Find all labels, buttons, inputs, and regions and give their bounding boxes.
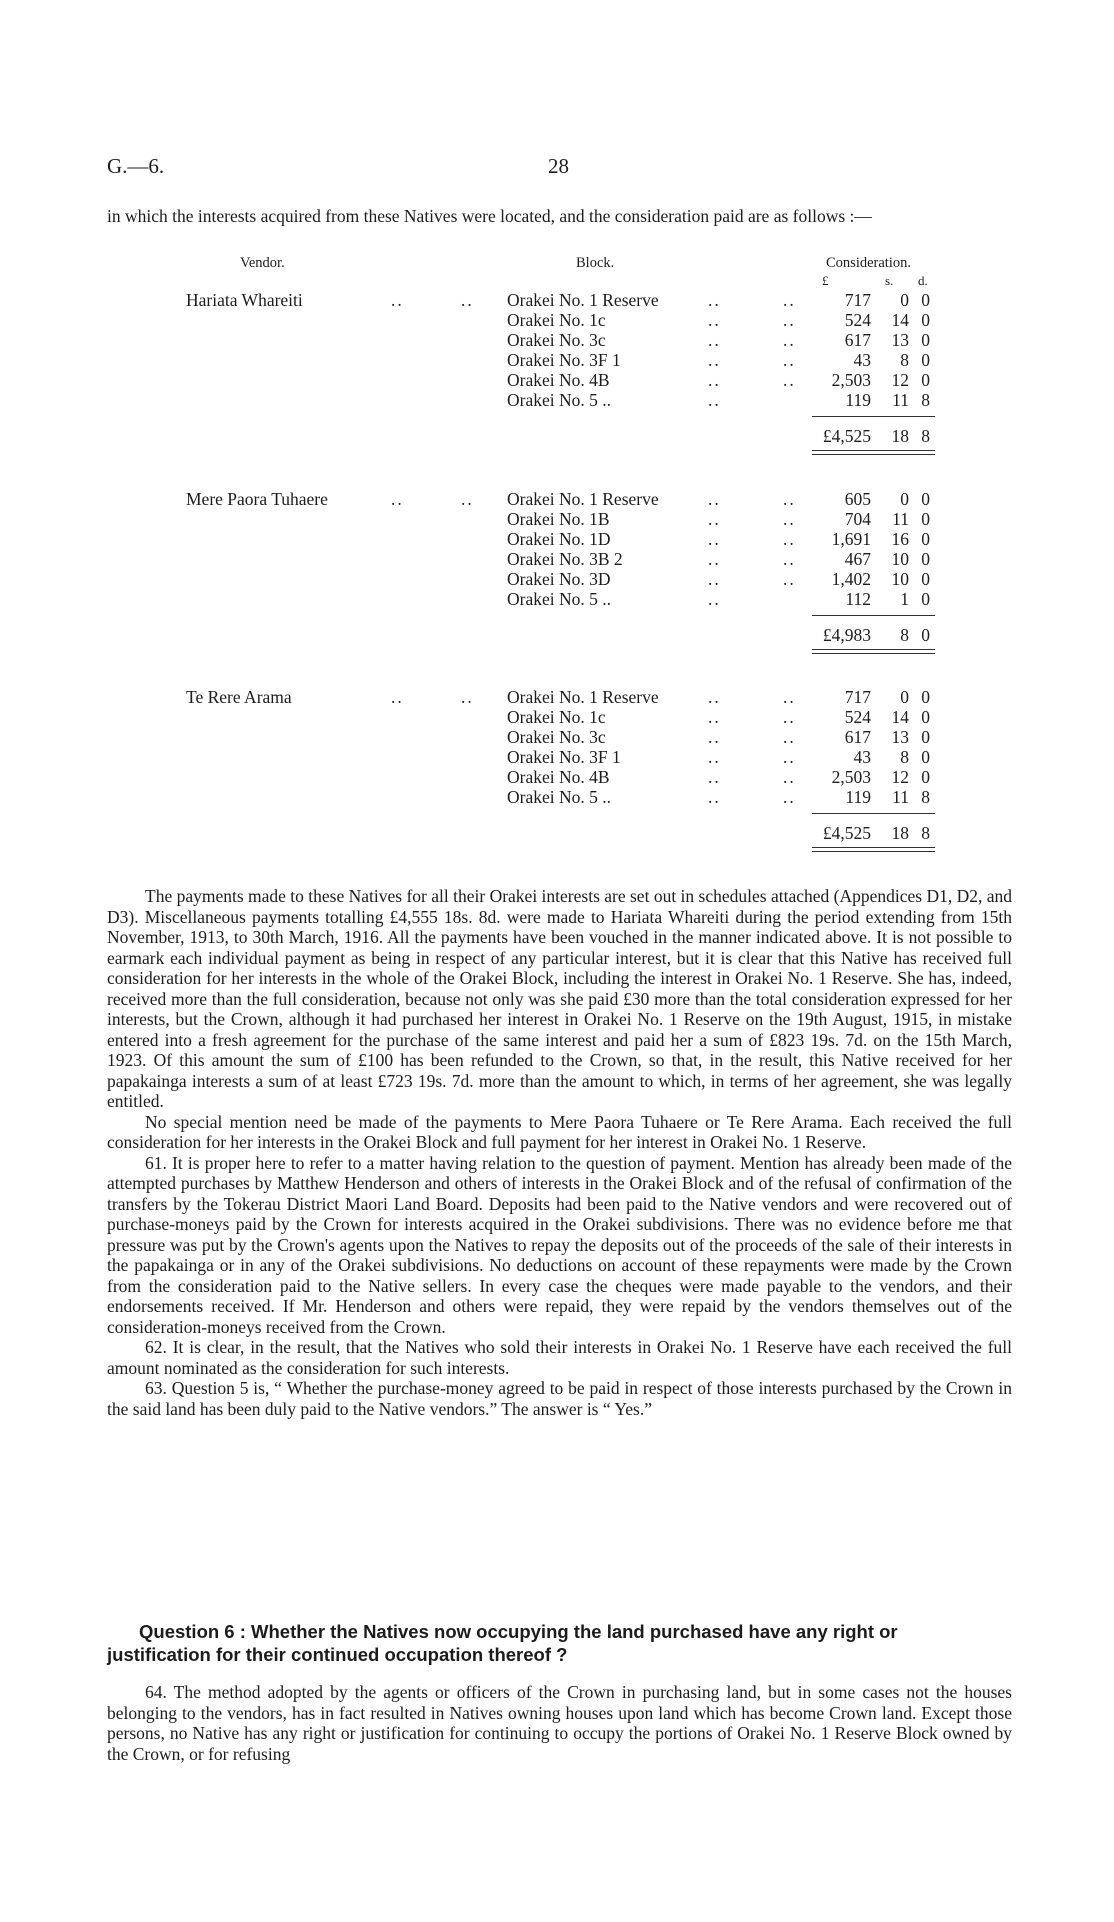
dot-leader: .. (708, 390, 721, 410)
amount-pounds: 119 (845, 390, 871, 410)
paragraph: 63. Question 5 is, “ Whether the purchase-money agreed to be paid in respect of those interests purchased by the Crown in the said land has been duly paid to the Native vendors.” The answer is “ Yes.” (107, 1378, 1012, 1419)
total-shillings: 8 (900, 625, 909, 645)
dot-leader: .. (708, 370, 721, 390)
unit-pounds: £ (822, 273, 829, 288)
amount-pounds: 43 (853, 747, 871, 767)
vendor-name: Te Rere Arama (186, 687, 292, 707)
amount-pence: 8 (921, 787, 930, 807)
table-row (0, 390, 1114, 410)
amount-pounds: 1,691 (831, 529, 871, 549)
amount-pounds: 112 (845, 589, 871, 609)
dot-leader: .. (708, 767, 721, 787)
page-number: 28 (548, 154, 569, 178)
block-name: Orakei No. 1D (507, 529, 611, 549)
block-name: Orakei No. 3B 2 (507, 549, 623, 569)
block-name: Orakei No. 5 .. (507, 390, 612, 410)
amount-pounds: 1,402 (831, 569, 871, 589)
total-double-rule (812, 847, 935, 852)
amount-pence: 0 (921, 489, 930, 509)
table-row (0, 290, 1114, 310)
total-row (0, 625, 1114, 645)
amount-pounds: 717 (844, 290, 871, 310)
amount-pounds: 43 (853, 350, 871, 370)
vendor-name: Mere Paora Tuhaere (186, 489, 328, 509)
amount-shillings: 12 (891, 370, 909, 390)
total-double-rule (812, 450, 935, 455)
unit-shillings: s. (885, 273, 894, 288)
amount-shillings: 0 (900, 489, 909, 509)
block-name: Orakei No. 3c (507, 330, 606, 350)
dot-leader: .. (783, 747, 796, 767)
table-row (0, 489, 1114, 509)
amount-shillings: 13 (891, 727, 909, 747)
amount-shillings: 11 (892, 509, 909, 529)
dot-leader: .. (783, 370, 796, 390)
total-row (0, 426, 1114, 446)
column-header-vendor: Vendor. (240, 255, 285, 271)
dot-leader: .. (783, 330, 796, 350)
dot-leader: .. (461, 489, 474, 509)
table-row (0, 569, 1114, 589)
amount-pounds: 2,503 (831, 370, 871, 390)
block-name: Orakei No. 5 .. (507, 589, 612, 609)
amount-pounds: 119 (845, 787, 871, 807)
paragraph: 64. The method adopted by the agents or officers of the Crown in purchasing land, but in some cases not the houses belonging to the vendors, has in fact resulted in Natives owning houses upon land which has become Crown land. Except those persons, no Native has any right or justification for continuing to occupy the portions of Orakei No. 1 Reserve Block owned by the Crown, or for refusing (107, 1682, 1012, 1764)
block-name: Orakei No. 1c (507, 310, 606, 330)
intro-text: in which the interests acquired from these Natives were located, and the consideration paid are as follows :— (107, 206, 872, 226)
amount-shillings: 16 (891, 529, 909, 549)
dot-leader: .. (708, 310, 721, 330)
amount-pence: 0 (921, 290, 930, 310)
block-name: Orakei No. 3D (507, 569, 611, 589)
dot-leader: .. (783, 707, 796, 727)
dot-leader: .. (708, 707, 721, 727)
dot-leader: .. (783, 569, 796, 589)
amount-pence: 0 (921, 687, 930, 707)
amount-pence: 0 (921, 767, 930, 787)
dot-leader: .. (783, 549, 796, 569)
block-name: Orakei No. 3c (507, 727, 606, 747)
table-row (0, 330, 1114, 350)
dot-leader: .. (783, 290, 796, 310)
amount-shillings: 0 (900, 290, 909, 310)
paragraph: 62. It is clear, in the result, that the Natives who sold their interests in Orakei No. 1 Reserve have each received the full amount nominated as the consideration for such interests. (107, 1337, 1012, 1378)
vendor-name: Hariata Whareiti (186, 290, 303, 310)
amount-pence: 0 (921, 330, 930, 350)
dot-leader: .. (783, 310, 796, 330)
subtotal-rule (812, 416, 935, 417)
amount-pence: 0 (921, 589, 930, 609)
amount-shillings: 0 (900, 687, 909, 707)
amount-pounds: 605 (844, 489, 871, 509)
amount-pence: 0 (921, 310, 930, 330)
table-row (0, 767, 1114, 787)
table-row (0, 529, 1114, 549)
total-shillings: 18 (891, 823, 909, 843)
dot-leader: .. (783, 509, 796, 529)
dot-leader: .. (708, 787, 721, 807)
block-name: Orakei No. 1 Reserve (507, 687, 659, 707)
dot-leader: .. (708, 687, 721, 707)
dot-leader: .. (461, 687, 474, 707)
subtotal-rule (812, 615, 935, 616)
block-name: Orakei No. 4B (507, 370, 610, 390)
dot-leader: .. (708, 290, 721, 310)
amount-shillings: 8 (900, 747, 909, 767)
dot-leader: .. (783, 767, 796, 787)
table-row (0, 370, 1114, 390)
table-row (0, 707, 1114, 727)
total-pounds: £4,525 (822, 426, 871, 446)
amount-pence: 0 (921, 549, 930, 569)
amount-shillings: 11 (892, 390, 909, 410)
amount-pounds: 524 (844, 310, 871, 330)
subtotal-rule (812, 813, 935, 814)
table-row (0, 350, 1114, 370)
amount-pence: 0 (921, 370, 930, 390)
amount-pounds: 704 (844, 509, 871, 529)
total-double-rule (812, 649, 935, 654)
block-name: Orakei No. 5 .. (507, 787, 612, 807)
dot-leader: .. (708, 589, 721, 609)
table-row (0, 589, 1114, 609)
amount-pence: 0 (921, 569, 930, 589)
block-name: Orakei No. 3F 1 (507, 747, 621, 767)
amount-pence: 0 (921, 727, 930, 747)
dot-leader: .. (708, 727, 721, 747)
amount-shillings: 10 (891, 569, 909, 589)
paragraph: No special mention need be made of the payments to Mere Paora Tuhaere or Te Rere Arama. Each received the full consideration for her interests in the Orakei Block and full payment for her interest in Orakei No. 1 Reserve. (107, 1111, 1012, 1152)
dot-leader: .. (783, 489, 796, 509)
dot-leader: .. (708, 509, 721, 529)
table-row (0, 687, 1114, 707)
amount-shillings: 12 (891, 767, 909, 787)
table-row (0, 727, 1114, 747)
amount-shillings: 14 (891, 310, 909, 330)
total-pence: 0 (921, 625, 930, 645)
table-row (0, 787, 1114, 807)
body-paragraphs (107, 886, 1012, 1419)
table-row (0, 549, 1114, 569)
total-pounds: £4,983 (822, 625, 871, 645)
dot-leader: .. (708, 350, 721, 370)
block-name: Orakei No. 3F 1 (507, 350, 621, 370)
amount-shillings: 8 (900, 350, 909, 370)
block-name: Orakei No. 4B (507, 767, 610, 787)
amount-shillings: 1 (900, 589, 909, 609)
block-name: Orakei No. 1 Reserve (507, 489, 659, 509)
question-heading-line: justification for their continued occupation thereof ? (107, 1644, 568, 1665)
dot-leader: .. (708, 569, 721, 589)
block-name: Orakei No. 1 Reserve (507, 290, 659, 310)
unit-pence: d. (918, 273, 928, 288)
paragraph: 61. It is proper here to refer to a matter having relation to the question of payment. Mention has already been made of the attempted purchases by Matthew Henderson and others of interests in the Orakei Block and of the refusal of confirmation of the transfers by the Tokerau District Maori Land Board. Deposits had been paid to the Native vendors and were recovered out of purchase-moneys paid by the Crown for interests acquired in the Orakei subdivisions. There was no evidence before me that pressure was put by the Crown's agents upon the Natives to repay the deposits out of the proceeds of the sale of their interests in the papakainga or in any of the Orakei subdivisions. No deductions on account of these repayments were made by the Crown from the consideration paid to the Native sellers. In every case the cheques were made payable to the vendors, and their endorsements received. If Mr. Henderson and others were repaid, they were repaid by the vendors themselves out of the consideration-moneys received from the Crown. (107, 1152, 1012, 1337)
dot-leader: .. (708, 747, 721, 767)
amount-shillings: 10 (891, 549, 909, 569)
total-row (0, 823, 1114, 843)
dot-leader: .. (708, 549, 721, 569)
document-reference: G.—6. (107, 154, 165, 178)
dot-leader: .. (391, 290, 404, 310)
block-name: Orakei No. 1B (507, 509, 610, 529)
paragraph: The payments made to these Natives for all their Orakei interests are set out in schedules attached (Appendices D1, D2, and D3). Miscellaneous payments totalling £4,555 18s. 8d. were made to Hariata Whareiti during the period extending from 15th November, 1913, to 30th March, 1916. All the payments have been vouched in the manner indicated above. It is not possible to earmark each individual payment as being in respect of any particular interest, but it is clear that this Native has received full consideration for her interests in the whole of the Orakei Block, including the interest in Orakei No. 1 Reserve. She has, indeed, received more than the full consideration, because not only was she paid £30 more than the total consideration expressed for her interests, but the Crown, although it had purchased her interest in Orakei No. 1 Reserve on the 19th August, 1915, in mistake entered into a fresh agreement for the purchase of the same interest and paid her a sum of £823 19s. 7d. on the 15th March, 1923. Of this amount the sum of £100 has been refunded to the Crown, so that, in the result, this Native received for her papakainga interests a sum of at least £723 19s. 7d. more than the amount to which, in terms of her agreement, she was legally entitled. (107, 886, 1012, 1111)
total-shillings: 18 (891, 426, 909, 446)
dot-leader: .. (461, 290, 474, 310)
dot-leader: .. (783, 787, 796, 807)
dot-leader: .. (708, 330, 721, 350)
dot-leader: .. (708, 529, 721, 549)
amount-pounds: 524 (844, 707, 871, 727)
amount-pounds: 617 (844, 727, 871, 747)
table-row (0, 509, 1114, 529)
dot-leader: .. (708, 489, 721, 509)
dot-leader: .. (783, 350, 796, 370)
dot-leader: .. (783, 687, 796, 707)
total-pence: 8 (921, 426, 930, 446)
dot-leader: .. (391, 489, 404, 509)
amount-pence: 0 (921, 350, 930, 370)
amount-pence: 8 (921, 390, 930, 410)
dot-leader: .. (783, 727, 796, 747)
amount-pence: 0 (921, 747, 930, 767)
body-paragraphs (107, 1682, 1012, 1764)
dot-leader: .. (391, 687, 404, 707)
amount-shillings: 14 (891, 707, 909, 727)
dot-leader: .. (783, 529, 796, 549)
amount-pence: 0 (921, 707, 930, 727)
amount-pence: 0 (921, 509, 930, 529)
table-row (0, 747, 1114, 767)
amount-shillings: 11 (892, 787, 909, 807)
amount-pounds: 617 (844, 330, 871, 350)
column-header-block: Block. (576, 255, 615, 271)
column-header-consideration: Consideration. (826, 255, 911, 271)
total-pounds: £4,525 (822, 823, 871, 843)
question-heading (107, 1620, 1019, 1666)
amount-pounds: 467 (844, 549, 871, 569)
table-row (0, 310, 1114, 330)
amount-pounds: 717 (844, 687, 871, 707)
amount-pounds: 2,503 (831, 767, 871, 787)
amount-pence: 0 (921, 529, 930, 549)
amount-shillings: 13 (891, 330, 909, 350)
block-name: Orakei No. 1c (507, 707, 606, 727)
question-heading-line: Question 6 : Whether the Natives now occupying the land purchased have any right or (139, 1621, 898, 1642)
total-pence: 8 (921, 823, 930, 843)
